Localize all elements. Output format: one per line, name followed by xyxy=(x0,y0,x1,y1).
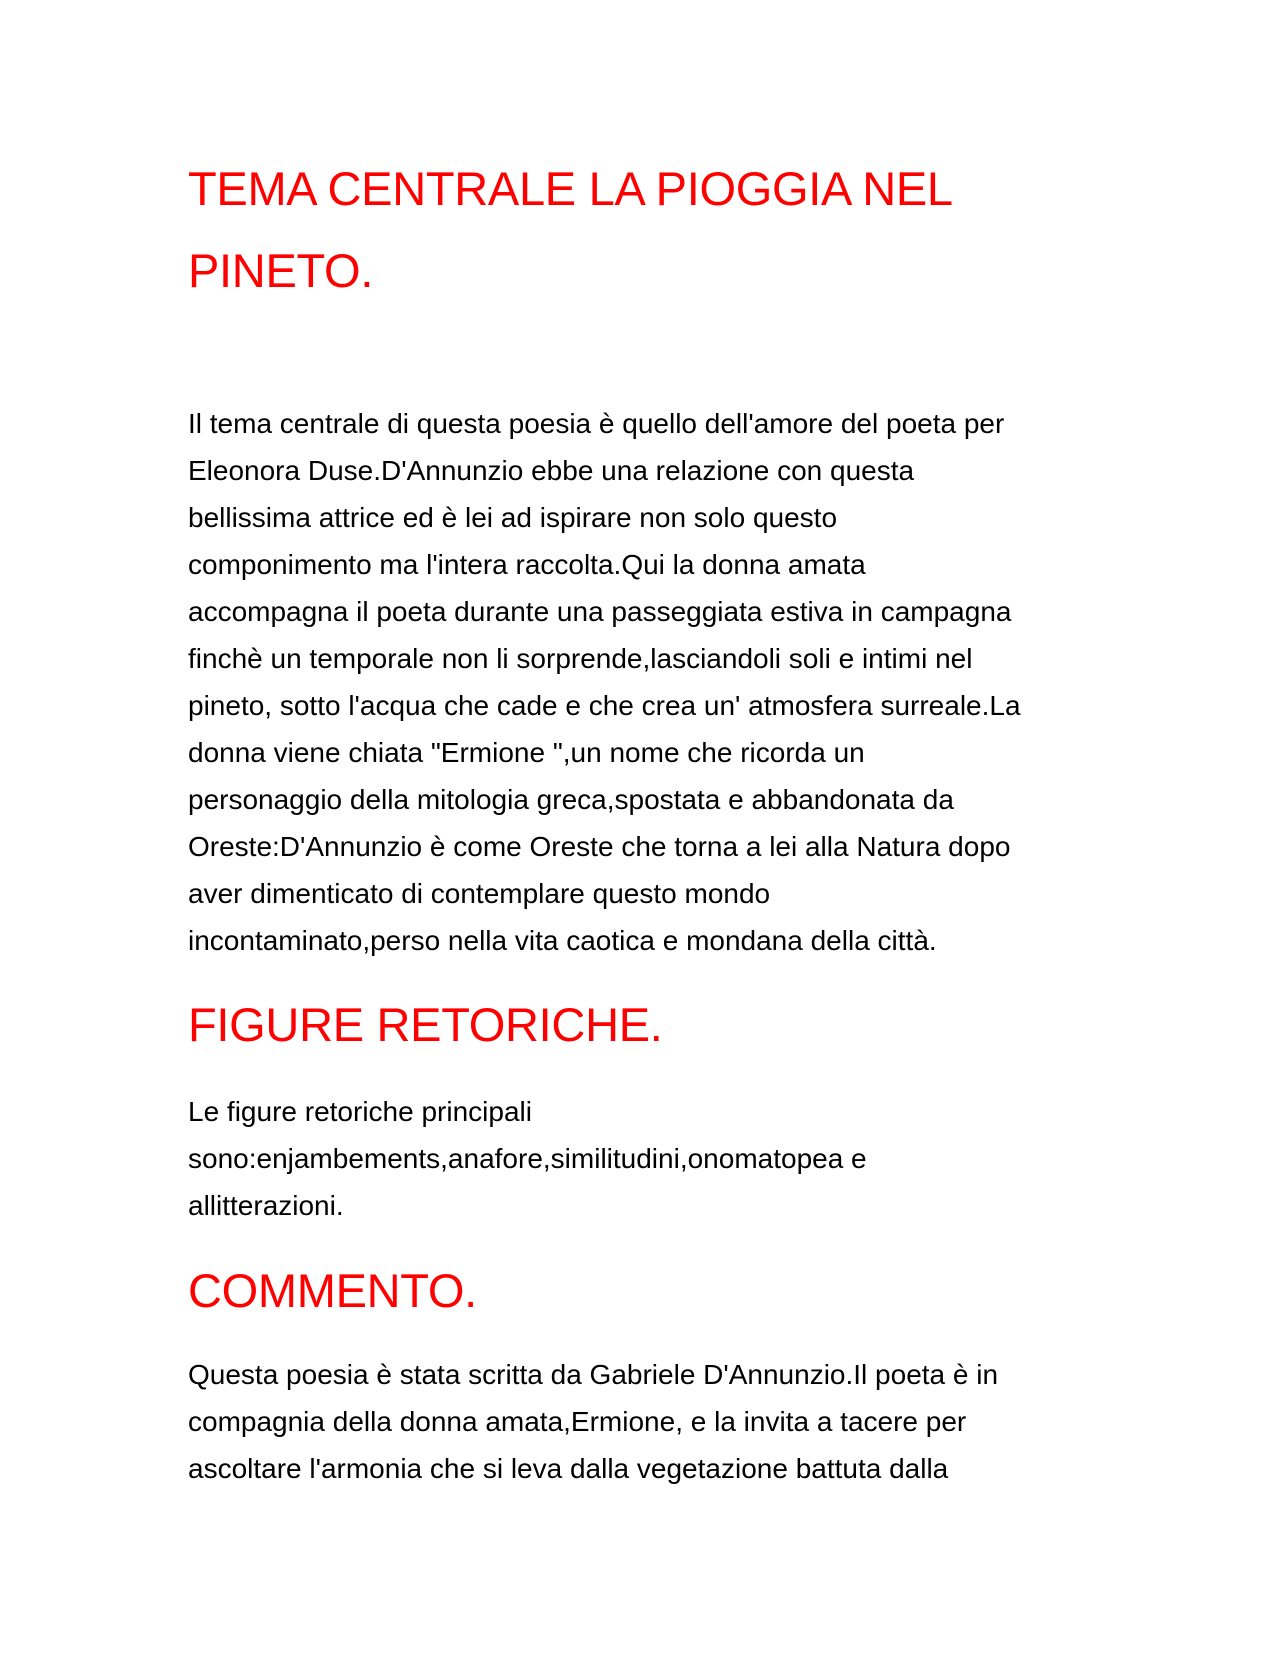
main-heading-line: TEMA CENTRALE LA PIOGGIA NEL xyxy=(188,162,953,215)
paragraph-line: incontaminato,perso nella vita caotica e mondana della città. xyxy=(188,925,937,956)
paragraph-line: pineto, sotto l'acqua che cade e che crea un' atmosfera surreale.La xyxy=(188,690,1021,721)
comment-heading: COMMENTO. xyxy=(188,1264,477,1317)
paragraph-line: bellissima attrice ed è lei ad ispirare non solo questo xyxy=(188,502,838,533)
main-heading-line: PINETO. xyxy=(188,244,374,297)
paragraph-line: compagnia della donna amata,Ermione, e la invita a tacere per xyxy=(188,1406,967,1437)
paragraph-line: accompagna il poeta durante una passeggiata estiva in campagna xyxy=(188,596,1012,627)
paragraph-line: personaggio della mitologia greca,spostata e abbandonata da xyxy=(188,784,954,815)
main-heading xyxy=(188,148,1108,312)
paragraph-line: Eleonora Duse.D'Annunzio ebbe una relazione con questa xyxy=(188,455,915,486)
paragraph-line: finchè un temporale non li sorprende,lasciandoli soli e intimi nel xyxy=(188,643,973,674)
figures-paragraph xyxy=(188,1088,1108,1229)
paragraph-line: aver dimenticato di contemplare questo mondo xyxy=(188,878,771,909)
main-paragraph xyxy=(188,400,1108,964)
paragraph-line: Questa poesia è stata scritta da Gabriele D'Annunzio.Il poeta è in xyxy=(188,1359,999,1390)
paragraph-line: Il tema centrale di questa poesia è quello dell'amore del poeta per xyxy=(188,408,1005,439)
paragraph-line: Le figure retoriche principali xyxy=(188,1096,532,1127)
paragraph-line: allitterazioni. xyxy=(188,1190,344,1221)
paragraph-line: ascoltare l'armonia che si leva dalla vegetazione battuta dalla xyxy=(188,1453,949,1484)
figures-heading: FIGURE RETORICHE. xyxy=(188,998,663,1051)
paragraph-line: sono:enjambements,anafore,similitudini,onomatopea e xyxy=(188,1143,867,1174)
comment-paragraph xyxy=(188,1351,1108,1492)
paragraph-line: componimento ma l'intera raccolta.Qui la donna amata xyxy=(188,549,866,580)
paragraph-line: Oreste:D'Annunzio è come Oreste che torna a lei alla Natura dopo xyxy=(188,831,1011,862)
paragraph-line: donna viene chiata "Ermione ",un nome che ricorda un xyxy=(188,737,865,768)
